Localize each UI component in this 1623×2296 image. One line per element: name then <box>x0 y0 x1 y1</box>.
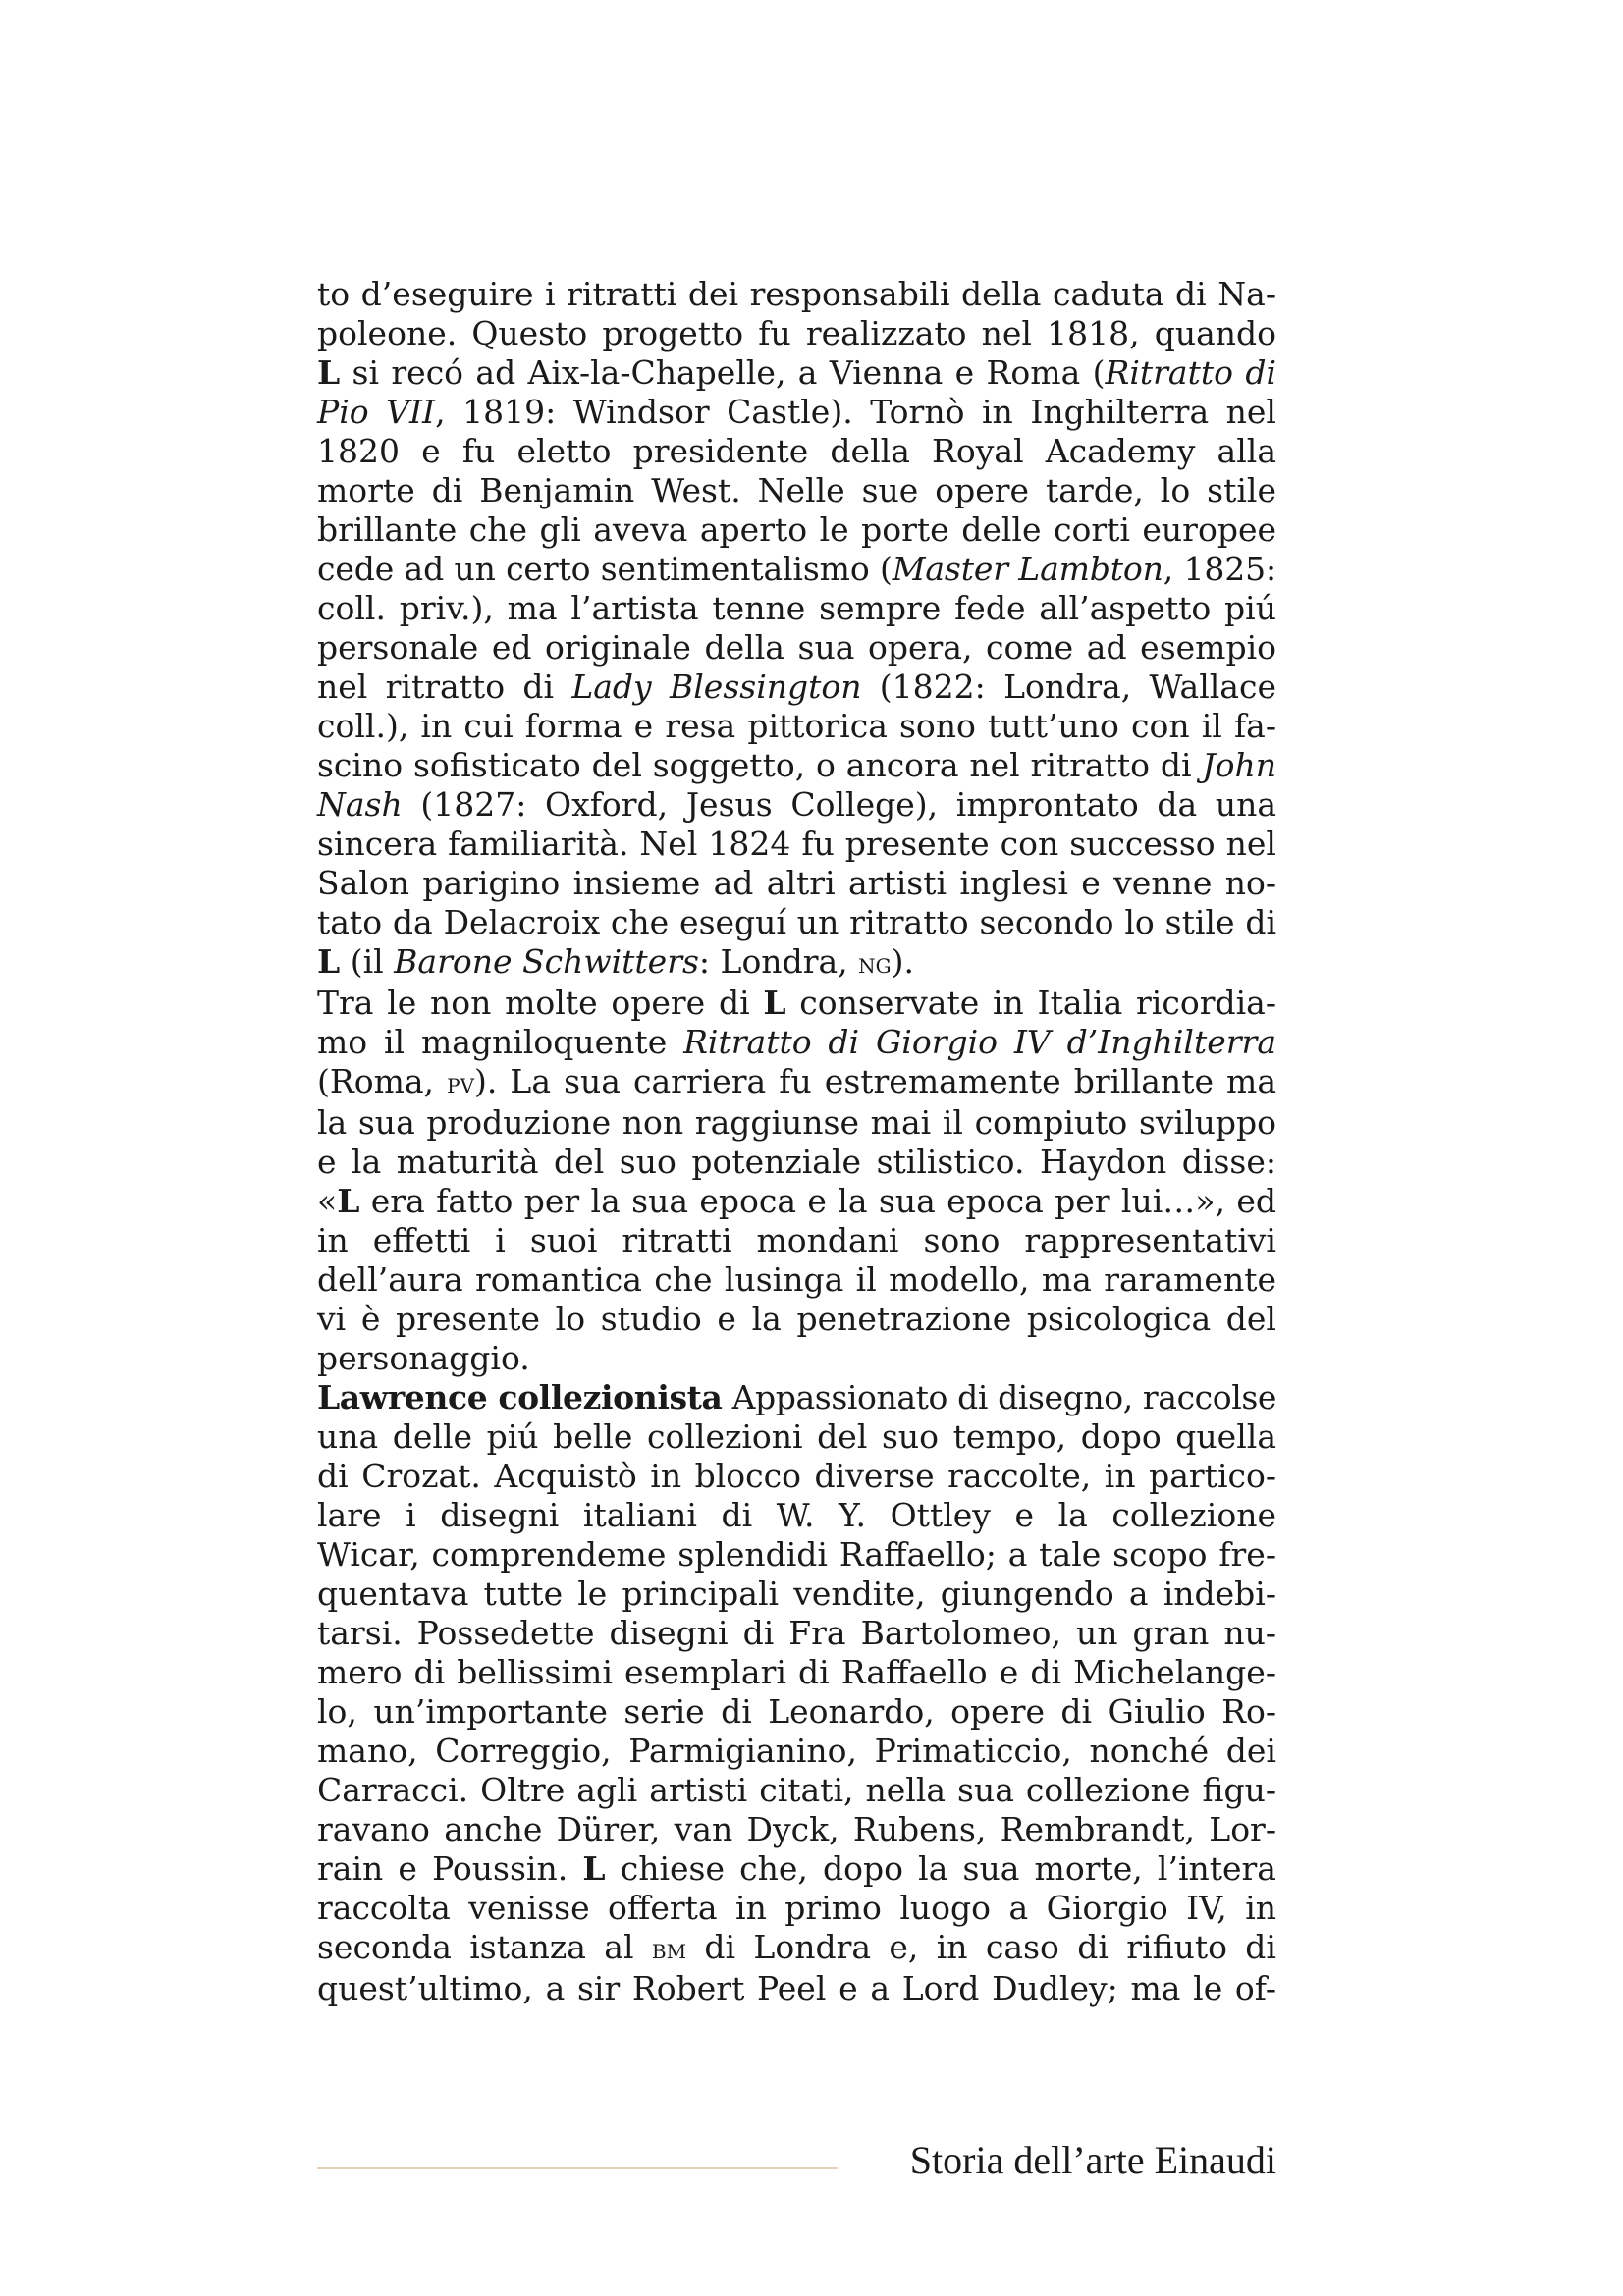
text-run: Ritratto di <box>1105 353 1276 392</box>
text-run: era fatto per la sua epoca e la sua epoca per lui…», ed <box>359 1182 1276 1220</box>
text-run: tarsi. Possedette disegni di Fra Bartolomeo, un gran nu- <box>317 1614 1276 1652</box>
text-run: Tra le non molte opere di <box>317 984 764 1022</box>
text-run: to d’eseguire i ritratti dei responsabili della caduta di Na- <box>317 275 1276 313</box>
text-run: ). <box>891 942 914 981</box>
text-run: mo il magniloquente <box>317 1023 684 1061</box>
text-run: seconda istanza al <box>317 1928 652 1966</box>
text-run: mero di bellissimi esemplari di Raffaello e di Michelange- <box>317 1653 1276 1691</box>
text-line <box>317 1692 1276 1732</box>
text-run: Salon parigino insieme ad altri artisti inglesi e venne no- <box>317 864 1276 902</box>
page-footer <box>317 2136 1276 2185</box>
text-run: la sua produzione non raggiunse mai il compiuto sviluppo <box>317 1103 1276 1142</box>
text-line <box>317 510 1276 550</box>
text-line <box>317 1969 1276 2008</box>
text-run: conservate in Italia ricordia- <box>785 984 1276 1022</box>
text-run: tato da Delacroix che eseguí un ritratto secondo lo stile di <box>317 903 1276 941</box>
text-run: dell’aura romantica che lusinga il modello, ma raramente <box>317 1260 1276 1299</box>
text-run: coll. priv.), ma l’artista tenne sempre fede all’aspetto piú <box>317 589 1276 627</box>
text-run: L <box>582 1849 606 1888</box>
text-line <box>317 1771 1276 1810</box>
text-line <box>317 1889 1276 1928</box>
text-line <box>317 628 1276 667</box>
text-line <box>317 1928 1276 1969</box>
text-line <box>317 314 1276 353</box>
text-run: (1822: Londra, Wallace <box>861 667 1276 706</box>
text-run: bm <box>651 1933 687 1965</box>
text-line <box>317 1143 1276 1182</box>
text-line <box>317 667 1276 707</box>
text-line <box>317 785 1276 825</box>
text-line <box>317 589 1276 628</box>
text-run: L <box>317 942 341 981</box>
body-text <box>317 275 1276 2008</box>
text-run: raccolta venisse offerta in primo luogo a Giorgio IV, in <box>317 1889 1276 1927</box>
text-line <box>317 864 1276 903</box>
text-run: Appassionato di disegno, raccolse <box>722 1378 1277 1416</box>
text-run: personale ed originale della sua opera, come ad esempio <box>317 628 1276 667</box>
text-run: Nash <box>317 785 403 824</box>
text-run: Wicar, comprendeme splendidi Raffaello; a tale scopo fre- <box>317 1535 1276 1574</box>
text-run: John <box>1202 746 1276 784</box>
text-run: L <box>317 353 341 392</box>
text-line <box>317 1103 1276 1143</box>
text-run: si recó ad Aix-la-Chapelle, a Vienna e Roma ( <box>340 353 1106 392</box>
text-run: ng <box>858 947 892 980</box>
text-run: , 1819: Windsor Castle). Tornò in Inghilterra nel <box>435 393 1276 431</box>
text-run: Carracci. Oltre agli artisti citati, nella sua collezione figu- <box>317 1771 1276 1809</box>
text-line <box>317 1614 1276 1653</box>
text-run: mano, Correggio, Parmigianino, Primaticcio, nonché dei <box>317 1732 1276 1770</box>
text-run: : Londra, <box>698 942 859 981</box>
text-run: morte di Benjamin West. Nelle sue opere tarde, lo stile <box>317 471 1276 509</box>
text-line <box>317 471 1276 510</box>
text-run: L <box>337 1182 360 1220</box>
text-line <box>317 1810 1276 1849</box>
text-line <box>317 1653 1276 1692</box>
text-run: quentava tutte le principali vendite, giungendo a indebi- <box>317 1575 1276 1613</box>
text-run: L <box>763 984 786 1022</box>
text-run: Barone Schwitters <box>394 942 699 981</box>
text-line <box>317 1062 1276 1103</box>
text-run: , 1825: <box>1163 550 1276 588</box>
footer-title: Storia dell’arte Einaudi <box>909 2138 1276 2182</box>
text-run: quest’ultimo, a sir Robert Peel e a Lord Dudley; ma le of- <box>317 1969 1276 2007</box>
text-line <box>317 903 1276 942</box>
text-run: e la maturità del suo potenziale stilistico. Haydon disse: <box>317 1143 1276 1181</box>
text-line <box>317 353 1276 393</box>
text-run: sincera familiarità. Nel 1824 fu presente con successo nel <box>317 825 1276 863</box>
text-line <box>317 1221 1276 1260</box>
text-run: coll.), in cui forma e resa pittorica sono tutt’uno con il fa- <box>317 707 1276 745</box>
text-run: Lawrence collezionista <box>317 1378 723 1416</box>
text-run: Master Lambton <box>892 550 1163 588</box>
text-line <box>317 1849 1276 1889</box>
text-run: pv <box>447 1067 475 1099</box>
text-run: brillante che gli aveva aperto le porte delle corti europee <box>317 510 1276 549</box>
text-run: cede ad un certo sentimentalismo ( <box>317 550 893 588</box>
text-run: vi è presente lo studio e la penetrazione psicologica del <box>317 1300 1276 1338</box>
text-line <box>317 1535 1276 1575</box>
text-line <box>317 550 1276 589</box>
text-run: Pio VII <box>317 393 436 431</box>
text-line <box>317 1378 1276 1417</box>
text-line <box>317 1260 1276 1300</box>
text-run: ). La sua carriera fu estremamente brillante ma <box>474 1062 1276 1100</box>
text-line <box>317 1457 1276 1496</box>
text-run: scino sofisticato del soggetto, o ancora nel ritratto di <box>317 746 1203 784</box>
text-line <box>317 432 1276 471</box>
text-line <box>317 1182 1276 1221</box>
text-run: rain e Poussin. <box>317 1849 583 1888</box>
text-line <box>317 1732 1276 1771</box>
text-run: ravano anche Dürer, van Dyck, Rubens, Rembrandt, Lor- <box>317 1810 1276 1848</box>
text-run: poleone. Questo progetto fu realizzato nel 1818, quando <box>317 314 1276 352</box>
text-run: Lady Blessington <box>571 667 862 706</box>
text-line <box>317 1023 1276 1062</box>
text-line <box>317 1339 1276 1378</box>
text-line <box>317 825 1276 864</box>
text-line <box>317 1496 1276 1535</box>
text-run: (1827: Oxford, Jesus College), improntato da una <box>402 785 1276 824</box>
text-line <box>317 746 1276 785</box>
text-line <box>317 707 1276 746</box>
text-run: (il <box>340 942 395 981</box>
text-run: in effetti i suoi ritratti mondani sono rappresentativi <box>317 1221 1276 1259</box>
text-run: personaggio. <box>317 1339 530 1377</box>
text-line <box>317 942 1276 984</box>
text-line <box>317 275 1276 314</box>
text-line <box>317 984 1276 1023</box>
text-run: Ritratto di Giorgio IV d’Inghilterra <box>683 1023 1277 1061</box>
text-line <box>317 1300 1276 1339</box>
text-run: « <box>317 1182 338 1220</box>
footer-rule <box>317 2167 838 2169</box>
text-run: nel ritratto di <box>317 667 572 706</box>
text-run: di Crozat. Acquistò in blocco diverse raccolte, in partico- <box>317 1457 1276 1495</box>
text-run: lo, un’importante serie di Leonardo, opere di Giulio Ro- <box>317 1692 1276 1731</box>
text-run: lare i disegni italiani di W. Y. Ottley e la collezione <box>317 1496 1276 1534</box>
text-line <box>317 1417 1276 1457</box>
text-run: (Roma, <box>317 1062 448 1100</box>
text-run: una delle piú belle collezioni del suo tempo, dopo quella <box>317 1417 1276 1456</box>
text-run: di Londra e, in caso di rifiuto di <box>686 1928 1276 1966</box>
text-line <box>317 393 1276 432</box>
text-line <box>317 1575 1276 1614</box>
text-run: 1820 e fu eletto presidente della Royal Academy alla <box>317 432 1276 470</box>
text-run: chiese che, dopo la sua morte, l’intera <box>605 1849 1276 1888</box>
